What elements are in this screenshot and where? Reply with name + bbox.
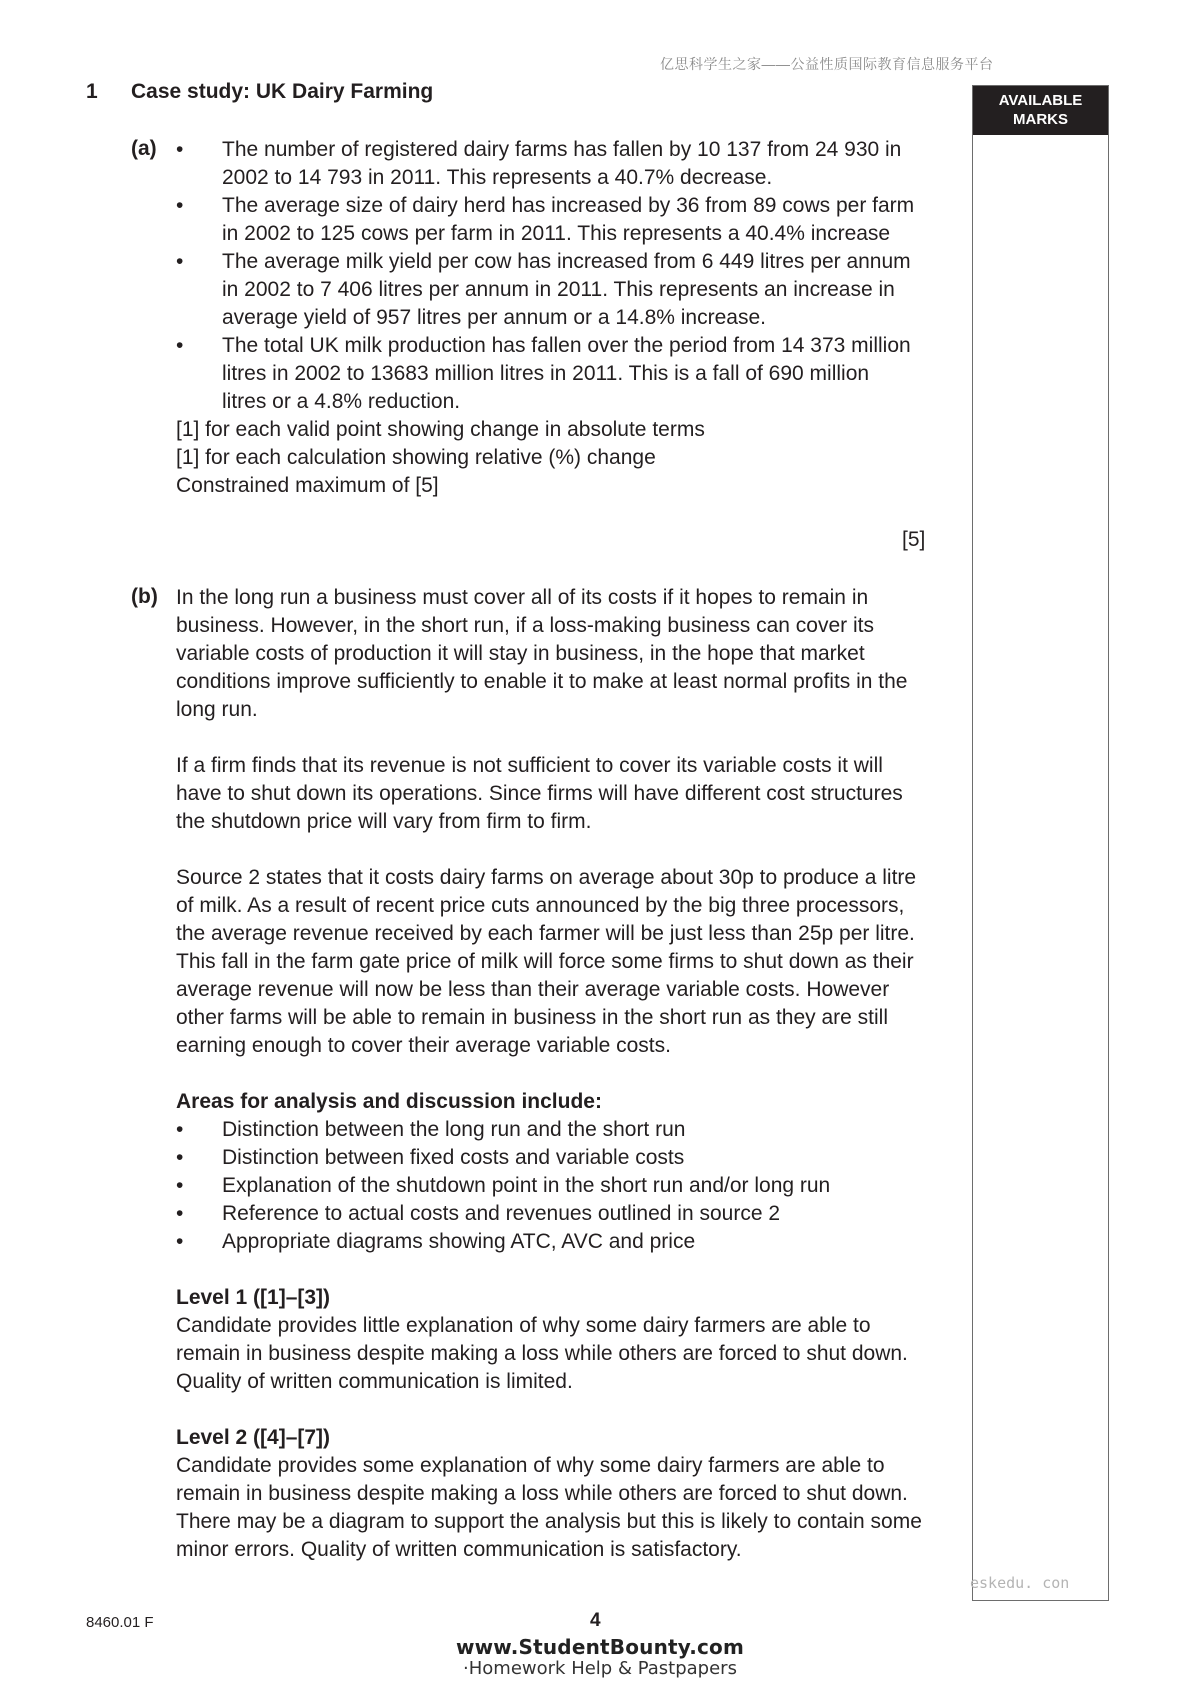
list-item: • Distinction between the long run and the short run xyxy=(176,1116,926,1144)
paper-code: 8460.01 F xyxy=(86,1614,154,1631)
body-paragraph: If a firm finds that its revenue is not sufficient to cover its variable costs it will have to shut down its operations. Since firms will have different cost structures the shutdown price will vary from firm to firm. xyxy=(176,754,903,833)
marks-heading-line2: MARKS xyxy=(1013,111,1068,128)
studentbounty-logo[interactable] xyxy=(440,1636,760,1680)
part-a-bullet-list xyxy=(176,136,916,416)
body-paragraph: Source 2 states that it costs dairy farms on average about 30p to produce a litre of milk. As a result of recent price cuts announced by the big three processors, the average revenue received by each farmer will be just less than 25p per litre. This fall in the farm gate price of milk will force some firms to shut down as their average revenue will now be less than their average variable costs. However other farms will be able to remain in business in the short run as they are still earning enough to cover their average variable costs. xyxy=(176,866,917,1057)
available-marks-column xyxy=(972,85,1109,1601)
part-a-label: (a) xyxy=(131,137,157,160)
question-number: 1 xyxy=(86,80,98,103)
list-item: • Explanation of the shutdown point in the short run and/or long run xyxy=(176,1172,926,1200)
list-item: • Distinction between fixed costs and variable costs xyxy=(176,1144,926,1172)
header-watermark: 亿思科学生之家——公益性质国际教育信息服务平台 xyxy=(660,56,994,72)
list-item: • The number of registered dairy farms has fallen by 10 137 from 24 930 in 2002 to 14 793 in 2011. This represents a 40.7% decrease. xyxy=(176,136,916,192)
level-heading: Level 2 ([4]–[7]) xyxy=(176,1426,331,1449)
question-title: Case study: UK Dairy Farming xyxy=(131,80,434,103)
logo-url: www.StudentBounty.com xyxy=(455,1635,745,1659)
criteria-line: [1] for each calculation showing relative (%) change xyxy=(176,446,656,469)
available-marks-heading xyxy=(973,86,1108,135)
criteria-line: Constrained maximum of [5] xyxy=(176,474,439,497)
list-item: • The average size of dairy herd has increased by 36 from 89 cows per farm in 2002 to 125 cows per farm in 2011. This represents a 40.4% increase xyxy=(176,192,916,248)
marks-heading-line1: AVAILABLE xyxy=(998,92,1083,109)
areas-bullet-list xyxy=(176,1116,926,1256)
part-b-label: (b) xyxy=(131,585,158,608)
level-description: Candidate provides little explanation of why some dairy farmers are able to remain in business despite making a loss while others are forced to shut down. Quality of written communication is limited. xyxy=(176,1314,908,1393)
body-paragraph: In the long run a business must cover all of its costs if it hopes to remain in business. However, in the short run, if a loss-making business can cover its variable costs of production it will stay in business, in the hope that market conditions improve sufficiently to enable it to make at least normal profits in the long run. xyxy=(176,586,908,721)
areas-heading: Areas for analysis and discussion include: xyxy=(176,1090,602,1113)
logo-subtitle: ·Homework Help & Pastpapers xyxy=(463,1658,737,1679)
level-heading: Level 1 ([1]–[3]) xyxy=(176,1286,331,1309)
page-number: 4 xyxy=(590,1610,601,1631)
part-a-content xyxy=(176,136,916,500)
list-item: • Reference to actual costs and revenues outlined in source 2 xyxy=(176,1200,926,1228)
criteria-line: [1] for each valid point showing change in absolute terms xyxy=(176,418,705,441)
list-item: • The average milk yield per cow has increased from 6 449 litres per annum in 2002 to 7 406 litres per annum in 2011. This represents an increase in average yield of 957 litres per annum or a 14.8% increase. xyxy=(176,248,916,332)
level-description: Candidate provides some explanation of why some dairy farmers are able to remain in business despite making a loss while others are forced to shut down. There may be a diagram to support the analysis but this is likely to contain some minor errors. Quality of written communication is satisfactory. xyxy=(176,1454,922,1561)
list-item: • The total UK milk production has fallen over the period from 14 373 million litres in 2002 to 13683 million litres in 2011. This is a fall of 690 million litres or a 4.8% reduction. xyxy=(176,332,916,416)
part-b-content xyxy=(176,584,926,1564)
part-a-mark: [5] xyxy=(902,528,926,551)
list-item: • Appropriate diagrams showing ATC, AVC and price xyxy=(176,1228,926,1256)
side-watermark: eskedu. con xyxy=(970,1574,1070,1592)
